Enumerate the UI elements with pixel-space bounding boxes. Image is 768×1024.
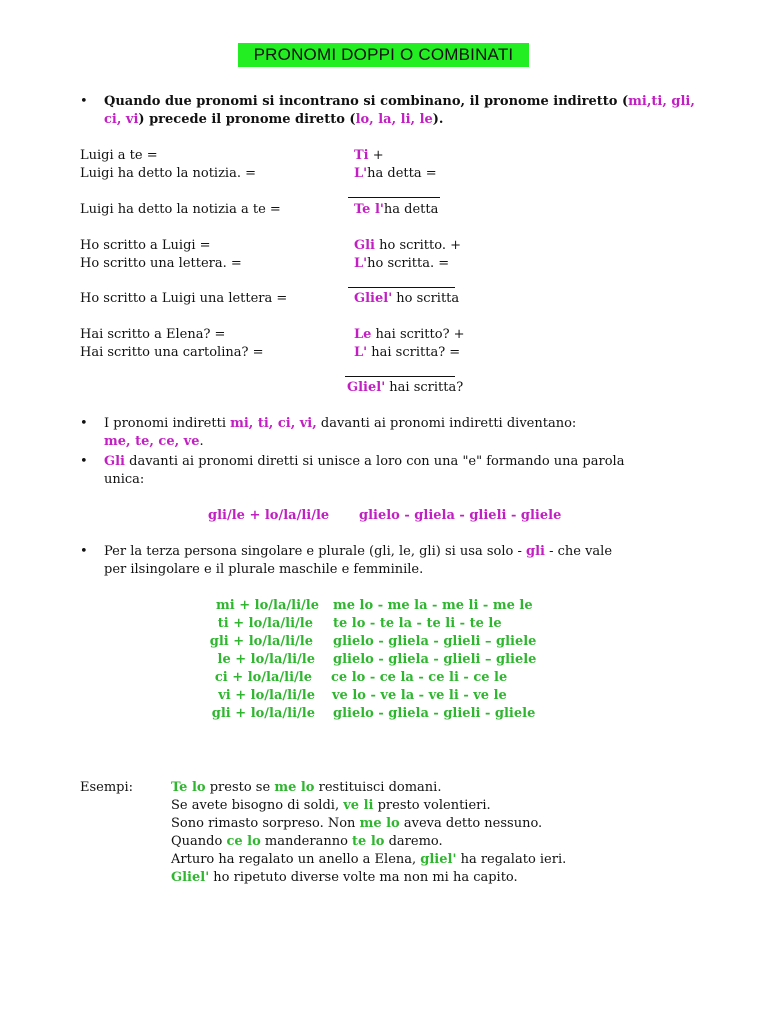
example-right [354, 237, 461, 255]
sentence-text: Quando [171, 834, 227, 849]
sum-rule [348, 197, 440, 198]
intro-text: ). [432, 112, 444, 127]
sentence-text: manderanno [260, 834, 353, 849]
example-rest: hai scritta? [385, 380, 464, 395]
combo-right: me lo - me la - me li - me le [333, 598, 533, 613]
example-right [347, 379, 463, 397]
example-left: Luigi a te = [80, 148, 158, 163]
combo-left: le + lo/la/li/le [217, 652, 315, 667]
combo-right: ve lo - ve la - ve li - ve le [332, 688, 507, 703]
bullet4-line-2: per ilsingolare e il plurale maschile e femminile. [104, 562, 424, 577]
pronoun-highlight: Gliel' [171, 870, 210, 885]
example-rest: ho scritta [392, 291, 460, 306]
bullet2-text: I pronomi indiretti [104, 416, 231, 431]
combo-right: glielo - gliela - glieli - gliele [333, 706, 536, 721]
example-rest: ho scritta. = [367, 256, 450, 271]
page-title: PRONOMI DOPPI O COMBINATI [238, 43, 529, 67]
sentence-text: presto volentieri. [373, 798, 491, 813]
bullet3-highlight: Gli [104, 454, 125, 469]
intro-line-1 [104, 93, 695, 111]
bullet2-highlight: mi, ti, ci, vi, [230, 416, 317, 431]
example-highlight: Ti [354, 148, 369, 163]
bullet3-text: davanti ai pronomi diretti si unisce a loro con una "e" formando una parola [124, 454, 625, 469]
combo-left: mi + lo/la/li/le [216, 598, 319, 613]
combo-right: ce lo - ce la - ce li - ce le [331, 670, 508, 685]
example-right [354, 147, 384, 165]
example-highlight: Gliel' [354, 291, 393, 306]
example-highlight: Te l' [354, 202, 384, 217]
example-right [354, 290, 459, 308]
sentence-text: Se avete bisogno di soldi, [171, 798, 344, 813]
example-rest: ho scritto. + [374, 238, 461, 253]
combo-right: te lo - te la - te li - te le [333, 616, 502, 631]
bullet2-highlight: me, te, ce, ve [104, 434, 200, 449]
pronoun-highlight: ce lo [226, 834, 261, 849]
example-highlight: Gliel' [347, 380, 386, 395]
example-highlight: L' [354, 166, 368, 181]
example-rest: hai scritto? + [371, 327, 465, 342]
example-left: Hai scritto a Elena? = [80, 327, 226, 342]
combo-left: gli + lo/la/li/le [211, 706, 315, 721]
bullet-icon: • [80, 544, 88, 559]
example-highlight: Le [354, 327, 372, 342]
bullet4-line-1 [104, 543, 612, 561]
bullet-icon: • [80, 94, 88, 109]
example-right [354, 165, 437, 183]
sentence-text: ha regalato ieri. [456, 852, 567, 867]
example-rest: + [368, 148, 384, 163]
pronoun-highlight: Te lo [171, 780, 206, 795]
bullet2-text: . [199, 434, 204, 449]
bullet4-highlight: gli [525, 544, 545, 559]
sentence-text: aveva detto nessuno. [399, 816, 543, 831]
combo-left: gli + lo/la/li/le [209, 634, 313, 649]
intro-text: ) precede il pronome diretto ( [138, 112, 356, 127]
bullet-icon: • [80, 416, 88, 431]
pronoun-highlight: me lo [274, 780, 315, 795]
example-left: Ho scritto a Luigi una lettera = [80, 291, 288, 306]
example-rest: hai scritta? = [367, 345, 461, 360]
bullet2-line-1 [104, 415, 576, 433]
example-sentence [171, 797, 491, 815]
gli-rule-left: gli/le + lo/la/li/le [208, 508, 330, 523]
example-sentence [171, 869, 518, 887]
esempi-label: Esempi: [80, 780, 134, 795]
intro-highlight: mi,ti, gli, [628, 94, 695, 109]
bullet4-text: - che vale [544, 544, 613, 559]
example-highlight: L' [354, 256, 368, 271]
sentence-text: restituisci domani. [314, 780, 442, 795]
example-left: Ho scritto a Luigi = [80, 238, 211, 253]
example-rest: ha detta [383, 202, 439, 217]
example-left: Luigi ha detto la notizia. = [80, 166, 256, 181]
example-right [354, 326, 465, 344]
intro-highlight: lo, la, li, le [355, 112, 433, 127]
sentence-text: Sono rimasto sorpreso. Non [171, 816, 360, 831]
example-left: Ho scritto una lettera. = [80, 256, 242, 271]
bullet2-text: davanti ai pronomi indiretti diventano: [316, 416, 577, 431]
example-right [354, 255, 449, 273]
sentence-text: daremo. [384, 834, 443, 849]
pronoun-highlight: gliel' [420, 852, 457, 867]
sentence-text: presto se [205, 780, 275, 795]
example-sentence [171, 779, 441, 797]
sum-rule [348, 287, 455, 288]
intro-highlight: ci, vi [104, 112, 139, 127]
pronoun-highlight: me lo [359, 816, 400, 831]
bullet2-line-2 [104, 433, 204, 451]
bullet4-text: Per la terza persona singolare e plurale (gli, le, gli) si usa solo - [104, 544, 526, 559]
bullet3-line-1 [104, 453, 624, 471]
example-rest: ha detta = [367, 166, 437, 181]
intro-line-2 [104, 111, 443, 129]
bullet-icon: • [80, 454, 88, 469]
combo-left: ci + lo/la/li/le [214, 670, 312, 685]
example-highlight: L' [354, 345, 368, 360]
bullet3-line-2: unica: [104, 472, 145, 487]
example-highlight: Gli [354, 238, 375, 253]
combo-left: ti + lo/la/li/le [217, 616, 313, 631]
example-right [354, 344, 460, 362]
example-sentence [171, 815, 542, 833]
combo-right: glielo - gliela - glieli – gliele [333, 652, 537, 667]
example-sentence [171, 833, 443, 851]
example-left: Luigi ha detto la notizia a te = [80, 202, 281, 217]
example-sentence [171, 851, 566, 869]
combo-left: vi + lo/la/li/le [218, 688, 315, 703]
combo-right: glielo - gliela - glieli – gliele [333, 634, 537, 649]
gli-rule-right: glielo - gliela - glieli - gliele [359, 508, 562, 523]
example-right [354, 201, 438, 219]
pronoun-highlight: te lo [352, 834, 385, 849]
pronoun-highlight: ve li [343, 798, 374, 813]
intro-text: Quando due pronomi si incontrano si combinano, il pronome indiretto ( [104, 94, 629, 109]
sentence-text: Arturo ha regalato un anello a Elena, [171, 852, 421, 867]
example-left: Hai scritto una cartolina? = [80, 345, 264, 360]
sentence-text: ho ripetuto diverse volte ma non mi ha capito. [209, 870, 518, 885]
sum-rule [345, 376, 455, 377]
